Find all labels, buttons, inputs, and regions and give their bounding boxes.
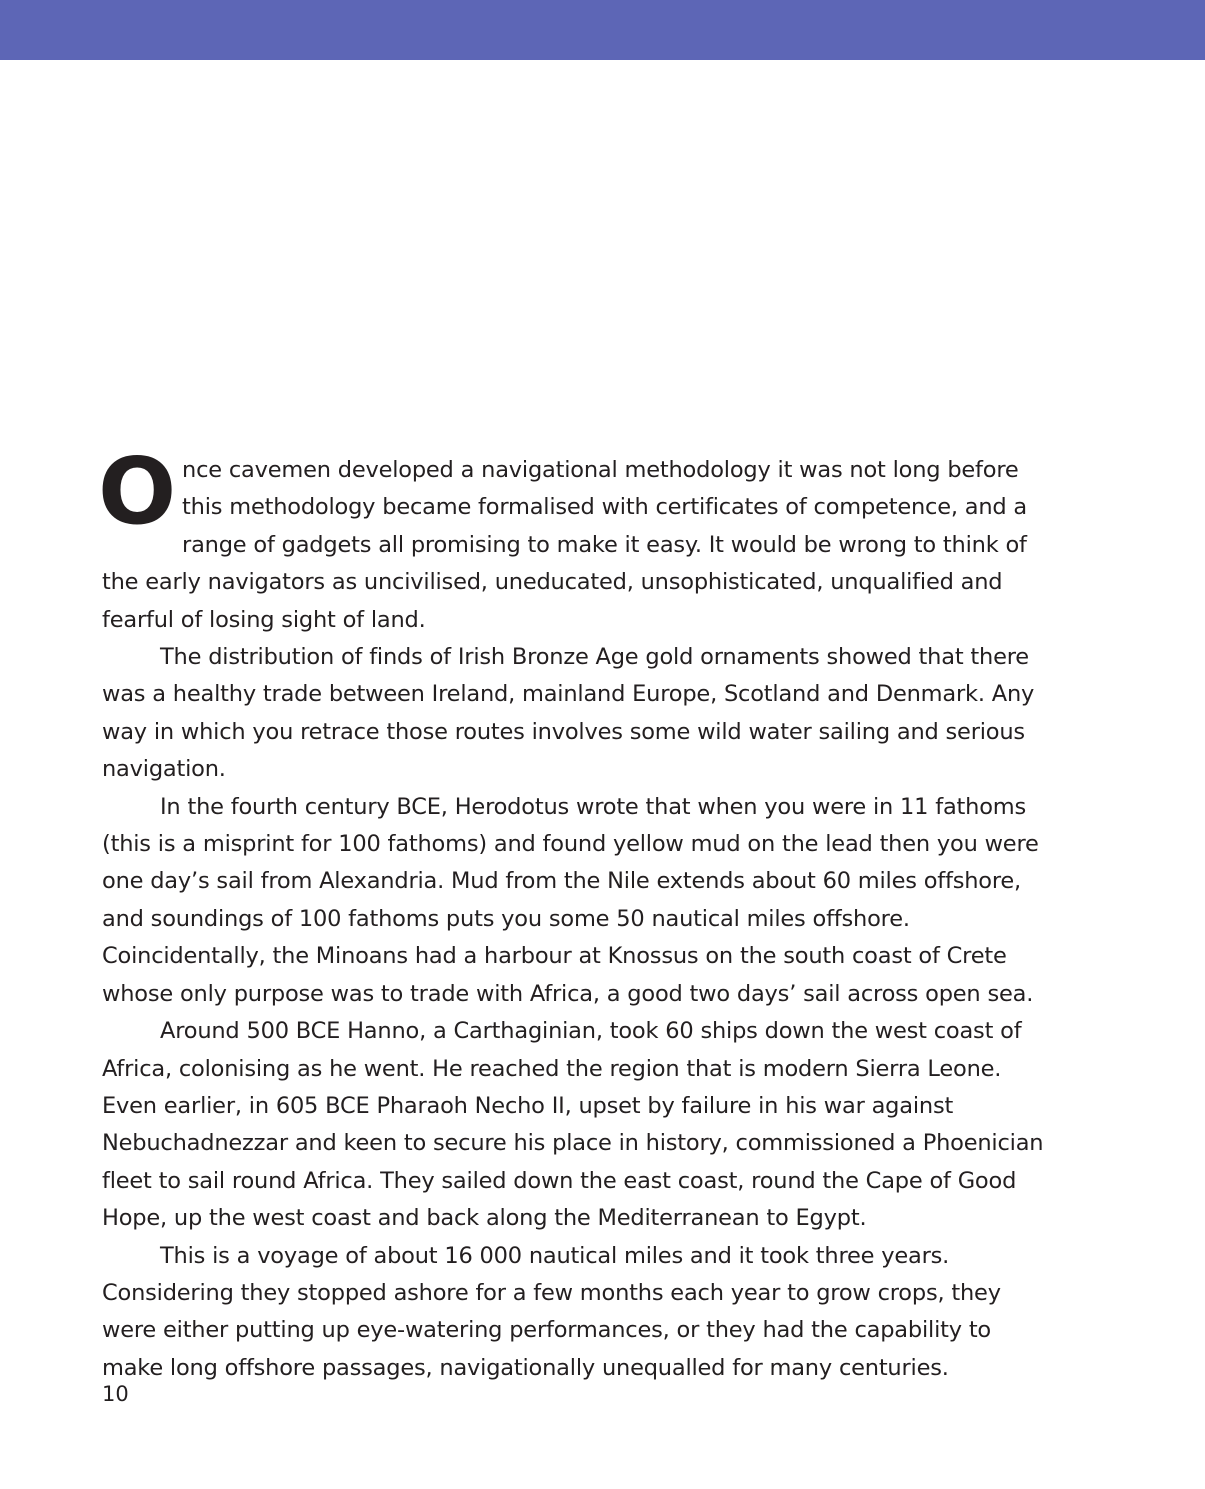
paragraph-4: Around 500 BCE Hanno, a Carthaginian, took 60 ships down the west coast of Africa, colonising as he went. He reached the region that is modern Sierra Leone. Even earlier, in 605 BCE Pharaoh Necho II, upset by failure in his war against Nebuchadnezzar and keen to secure his place in history, commissioned a Phoenician fleet to sail round Africa. They sailed down the east coast, round the Cape of Good Hope, up the west coast and back along the Mediterranean to Egypt. [102,1018,1044,1232]
paragraph-1-text: nce cavemen developed a navigational methodology it was not long before this methodology became formalised with certificates of competence, and a range of gadgets all promising to make it easy. It would be wrong to think of the early navigators as uncivilised, uneducated, unsophisticated, unqualified and fearful of losing sight of land. [102,457,1028,633]
paragraph-3: In the fourth century BCE, Herodotus wrote that when you were in 11 fathoms (this is a misprint for 100 fathoms) and found yellow mud on the lead then you were one day’s sail from Alexandria. Mud from the Nile extends about 60 miles offshore, and soundings of 100 fathoms puts you some 50 nautical miles offshore. Coincidentally, the Minoans had a harbour at Knossus on the south coast of Crete whose only purpose was to trade with Africa, a good two days’ sail across open sea. [102,793,1039,1007]
page-number: 10 [102,1382,129,1406]
paragraph-5: This is a voyage of about 16 000 nautical miles and it took three years. Considering they stopped ashore for a few months each year to grow crops, they were either putting up eye-watering performances, or they had the capability to make long offshore passages, navigationally unequalled for many centuries. [102,1242,1001,1381]
paragraph-2: The distribution of finds of Irish Bronze Age gold ornaments showed that there was a healthy trade between Ireland, mainland Europe, Scotland and Denmark. Any way in which you retrace those routes involves some wild water sailing and serious navigation. [102,644,1035,783]
paragraph-1 [98,438,1047,639]
drop-cap: O [98,438,177,545]
article-body [98,438,1047,1387]
header-color-band [0,0,1205,60]
